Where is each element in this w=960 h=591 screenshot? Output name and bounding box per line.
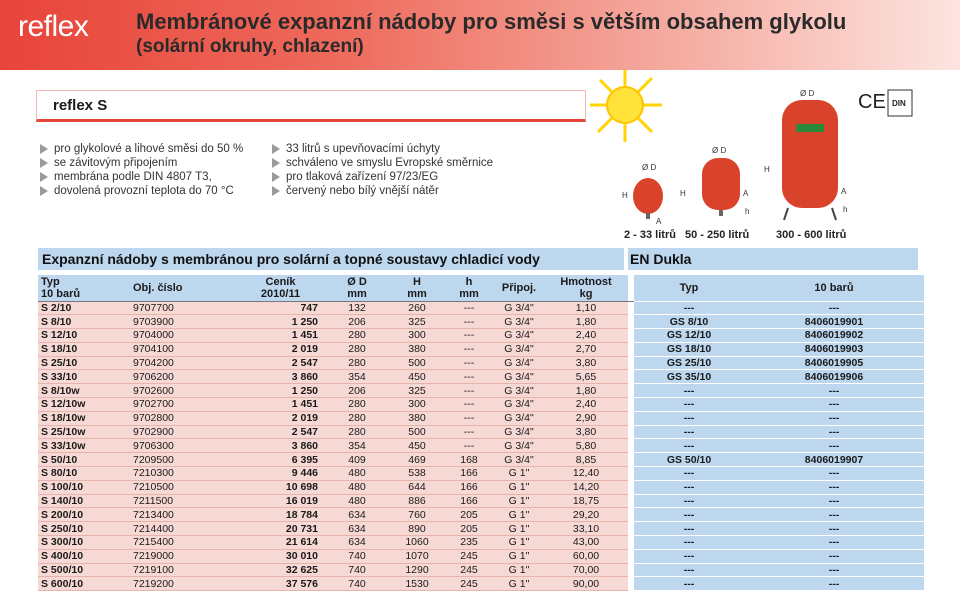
cell-en-code: ---: [744, 536, 924, 550]
cell-hmotnost: 43,00: [544, 536, 628, 550]
cell-pripoj: G 1": [494, 522, 544, 536]
table-row: [38, 356, 924, 370]
cell-hmotnost: 3,80: [544, 356, 628, 370]
bullet-arrow-icon: [40, 186, 48, 196]
cell-h: 380: [390, 411, 444, 425]
dim-label-d: Ø D: [800, 89, 815, 98]
cell-d: 354: [324, 439, 390, 453]
cell-en-code: ---: [744, 425, 924, 439]
col-header-cenik-sub: 2010/11: [240, 288, 324, 301]
cell-en-typ: GS 50/10: [634, 453, 744, 467]
cell-typ: S 25/10: [38, 356, 130, 370]
bullet-arrow-icon: [272, 186, 280, 196]
cell-cenik: 2 547: [240, 425, 324, 439]
cell-obj: 9702600: [130, 384, 240, 398]
cell-pripoj: G 3/4": [494, 425, 544, 439]
cell-hmotnost: 2,70: [544, 342, 628, 356]
cell-hmotnost: 12,40: [544, 467, 628, 481]
en-dukla-title: EN Dukla: [628, 248, 918, 270]
cell-hmotnost: 8,85: [544, 453, 628, 467]
cell-cenik: 18 784: [240, 508, 324, 522]
cell-h: 644: [390, 480, 444, 494]
cell-hmotnost: 2,40: [544, 329, 628, 343]
cell-en-typ: ---: [634, 536, 744, 550]
cell-pripoj: G 3/4": [494, 301, 544, 315]
cell-typ: S 600/10: [38, 577, 130, 591]
ce-mark: CE: [858, 91, 886, 113]
cell-h: 260: [390, 301, 444, 315]
cell-hmotnost: 29,20: [544, 508, 628, 522]
small-vessel: [633, 178, 663, 219]
cell-typ: S 18/10w: [38, 411, 130, 425]
cell-en-typ: ---: [634, 563, 744, 577]
cell-typ: S 8/10: [38, 315, 130, 329]
cell-cenik: 3 860: [240, 370, 324, 384]
cell-obj: 7214400: [130, 522, 240, 536]
table-row: [38, 494, 924, 508]
cell-pripoj: G 1": [494, 577, 544, 591]
cell-en-typ: ---: [634, 467, 744, 481]
page-title: Membránové expanzní nádoby pro směsi s větším obsahem glykolu: [136, 9, 847, 34]
cell-cenik: 9 446: [240, 467, 324, 481]
cell-d: 280: [324, 398, 390, 412]
cell-typ: S 50/10: [38, 453, 130, 467]
col-header-h-sub: mm: [390, 288, 444, 301]
cell-hh: 168: [444, 453, 494, 467]
cell-cenik: 2 019: [240, 411, 324, 425]
col-header-h: H: [390, 275, 444, 288]
cell-pripoj: G 3/4": [494, 411, 544, 425]
table-row: [38, 315, 924, 329]
col-header-hh: h: [444, 275, 494, 288]
cell-en-typ: ---: [634, 577, 744, 591]
cell-typ: S 100/10: [38, 480, 130, 494]
cell-pripoj: G 3/4": [494, 356, 544, 370]
col-header-hmotnost: Hmotnost: [544, 275, 628, 288]
cell-en-code: 8406019905: [744, 356, 924, 370]
cell-en-typ: GS 35/10: [634, 370, 744, 384]
cell-pripoj: G 1": [494, 563, 544, 577]
col-header-hh-sub: mm: [444, 288, 494, 301]
cell-en-typ: ---: [634, 411, 744, 425]
cell-d: 354: [324, 370, 390, 384]
page-subtitle: (solární okruhy, chlazení): [136, 36, 364, 57]
cell-hmotnost: 60,00: [544, 549, 628, 563]
cell-hh: ---: [444, 356, 494, 370]
cell-en-code: ---: [744, 439, 924, 453]
cell-obj: 7219200: [130, 577, 240, 591]
cell-typ: S 33/10w: [38, 439, 130, 453]
cell-obj: 9704200: [130, 356, 240, 370]
cell-en-code: ---: [744, 384, 924, 398]
table-header-row: [38, 275, 924, 288]
volume-label-large: 300 - 600 litrů: [776, 229, 847, 241]
cell-obj: 9702800: [130, 411, 240, 425]
cell-d: 634: [324, 522, 390, 536]
cell-typ: S 18/10: [38, 342, 130, 356]
din-mark: DIN: [892, 99, 906, 108]
cell-h: 1530: [390, 577, 444, 591]
cell-cenik: 1 250: [240, 315, 324, 329]
cell-typ: S 500/10: [38, 563, 130, 577]
cell-d: 634: [324, 508, 390, 522]
cell-h: 890: [390, 522, 444, 536]
cell-cenik: 1 250: [240, 384, 324, 398]
cell-hh: ---: [444, 370, 494, 384]
cell-hh: ---: [444, 384, 494, 398]
medium-vessel: [702, 158, 740, 216]
cell-d: 740: [324, 577, 390, 591]
cell-cenik: 1 451: [240, 329, 324, 343]
cell-h: 300: [390, 398, 444, 412]
table-row: [38, 577, 924, 591]
cell-en-code: ---: [744, 549, 924, 563]
cell-d: 634: [324, 536, 390, 550]
cell-d: 132: [324, 301, 390, 315]
table-row: [38, 425, 924, 439]
cell-h: 450: [390, 439, 444, 453]
cell-en-code: ---: [744, 494, 924, 508]
feature-item: pro tlaková zařízení 97/23/EG: [272, 170, 493, 184]
cell-hmotnost: 2,90: [544, 411, 628, 425]
cell-hmotnost: 1,10: [544, 301, 628, 315]
cell-en-typ: ---: [634, 522, 744, 536]
table-body: [38, 301, 924, 591]
feature-item: se závitovým připojením: [40, 156, 243, 170]
cell-pripoj: G 3/4": [494, 370, 544, 384]
cell-en-typ: GS 25/10: [634, 356, 744, 370]
cell-hh: 245: [444, 549, 494, 563]
table-row: [38, 411, 924, 425]
cell-en-code: ---: [744, 411, 924, 425]
table-row: [38, 329, 924, 343]
feature-item: membrána podle DIN 4807 T3,: [40, 170, 243, 184]
cell-obj: 7209500: [130, 453, 240, 467]
cell-en-code: ---: [744, 563, 924, 577]
table-row: [38, 301, 924, 315]
dim-label-h-lower: h: [843, 205, 848, 214]
cell-obj: 7211500: [130, 494, 240, 508]
table-row: [38, 549, 924, 563]
cell-typ: S 300/10: [38, 536, 130, 550]
cell-pripoj: G 3/4": [494, 315, 544, 329]
cell-hh: ---: [444, 301, 494, 315]
cell-obj: 7213400: [130, 508, 240, 522]
cell-hh: ---: [444, 329, 494, 343]
table-title: Expanzní nádoby s membránou pro solární a topné soustavy chladicí vody: [38, 248, 624, 270]
cell-h: 1060: [390, 536, 444, 550]
cell-obj: 7219000: [130, 549, 240, 563]
cell-h: 325: [390, 315, 444, 329]
cell-d: 480: [324, 494, 390, 508]
cell-d: 206: [324, 384, 390, 398]
col-header-obj: Obj. číslo: [130, 275, 240, 301]
cell-d: 280: [324, 342, 390, 356]
cell-hh: ---: [444, 425, 494, 439]
cell-cenik: 16 019: [240, 494, 324, 508]
features-left: [40, 142, 243, 198]
cell-typ: S 12/10w: [38, 398, 130, 412]
cell-obj: 9703900: [130, 315, 240, 329]
cell-typ: S 2/10: [38, 301, 130, 315]
cell-pripoj: G 1": [494, 467, 544, 481]
cell-cenik: 747: [240, 301, 324, 315]
cell-hmotnost: 18,75: [544, 494, 628, 508]
col-header-cenik: Ceník: [240, 275, 324, 288]
dim-label-a: A: [841, 187, 847, 196]
cell-h: 325: [390, 384, 444, 398]
dim-label-h-lower: h: [745, 207, 750, 216]
cell-cenik: 21 614: [240, 536, 324, 550]
col-header-typ-sub: 10 barů: [38, 288, 130, 301]
cell-obj: 7210500: [130, 480, 240, 494]
cell-hmotnost: 1,80: [544, 384, 628, 398]
cell-pripoj: G 3/4": [494, 342, 544, 356]
cell-en-code: ---: [744, 398, 924, 412]
cell-obj: 9707700: [130, 301, 240, 315]
cell-h: 1070: [390, 549, 444, 563]
cell-en-typ: ---: [634, 508, 744, 522]
cell-hmotnost: 3,80: [544, 425, 628, 439]
cell-d: 280: [324, 329, 390, 343]
cell-en-code: ---: [744, 522, 924, 536]
table-row: [38, 480, 924, 494]
cell-d: 206: [324, 315, 390, 329]
cell-en-code: 8406019906: [744, 370, 924, 384]
cell-hmotnost: 1,80: [544, 315, 628, 329]
cell-pripoj: G 1": [494, 494, 544, 508]
cell-en-code: ---: [744, 467, 924, 481]
cell-h: 760: [390, 508, 444, 522]
dim-label-d: Ø D: [712, 146, 727, 155]
cell-pripoj: G 1": [494, 549, 544, 563]
table-row: [38, 522, 924, 536]
cell-obj: 9706300: [130, 439, 240, 453]
cell-pripoj: G 1": [494, 480, 544, 494]
dim-label-a: A: [743, 189, 749, 198]
col-header-en-code: 10 barů: [744, 275, 924, 301]
cell-hh: 245: [444, 577, 494, 591]
cell-pripoj: G 3/4": [494, 398, 544, 412]
cell-obj: 9702900: [130, 425, 240, 439]
cell-hh: ---: [444, 398, 494, 412]
cell-h: 380: [390, 342, 444, 356]
cell-hh: 245: [444, 563, 494, 577]
cell-obj: 9702700: [130, 398, 240, 412]
table-row: [38, 384, 924, 398]
cell-en-typ: GS 18/10: [634, 342, 744, 356]
cell-hmotnost: 5,80: [544, 439, 628, 453]
cell-h: 886: [390, 494, 444, 508]
cell-hh: ---: [444, 315, 494, 329]
cell-en-typ: ---: [634, 494, 744, 508]
dim-label-h: H: [622, 191, 628, 200]
col-header-pripoj: Připoj.: [494, 275, 544, 301]
cell-en-code: 8406019903: [744, 342, 924, 356]
cell-hmotnost: 14,20: [544, 480, 628, 494]
cell-typ: S 400/10: [38, 549, 130, 563]
cell-typ: S 33/10: [38, 370, 130, 384]
cell-en-typ: ---: [634, 384, 744, 398]
cell-hmotnost: 2,40: [544, 398, 628, 412]
col-header-d-sub: mm: [324, 288, 390, 301]
cell-hh: 235: [444, 536, 494, 550]
cell-en-typ: ---: [634, 480, 744, 494]
table-row: [38, 508, 924, 522]
dim-label-h: H: [764, 165, 770, 174]
dim-label-h: H: [680, 189, 686, 198]
cell-hh: 166: [444, 480, 494, 494]
dim-label-a: A: [656, 217, 662, 226]
cell-h: 300: [390, 329, 444, 343]
cell-cenik: 30 010: [240, 549, 324, 563]
cell-d: 280: [324, 411, 390, 425]
cell-cenik: 10 698: [240, 480, 324, 494]
product-name: reflex S: [36, 90, 586, 122]
cell-d: 409: [324, 453, 390, 467]
cell-hh: ---: [444, 439, 494, 453]
cell-obj: 9704000: [130, 329, 240, 343]
col-header-hmotnost-sub: kg: [544, 288, 628, 301]
volume-label-medium: 50 - 250 litrů: [685, 229, 750, 241]
cell-hh: ---: [444, 342, 494, 356]
cell-en-typ: ---: [634, 398, 744, 412]
bullet-arrow-icon: [40, 144, 48, 154]
cell-obj: 7210300: [130, 467, 240, 481]
cell-hh: 205: [444, 522, 494, 536]
cell-cenik: 2 547: [240, 356, 324, 370]
cell-pripoj: G 1": [494, 508, 544, 522]
cell-cenik: 6 395: [240, 453, 324, 467]
cell-hh: 166: [444, 467, 494, 481]
cell-en-typ: ---: [634, 439, 744, 453]
cell-pripoj: G 3/4": [494, 384, 544, 398]
feature-item: 33 litrů s upevňovacími úchyty: [272, 142, 493, 156]
bullet-arrow-icon: [40, 158, 48, 168]
cell-cenik: 37 576: [240, 577, 324, 591]
bullet-arrow-icon: [272, 172, 280, 182]
cell-typ: S 140/10: [38, 494, 130, 508]
cell-d: 480: [324, 480, 390, 494]
cell-d: 740: [324, 549, 390, 563]
cell-cenik: 3 860: [240, 439, 324, 453]
cell-obj: 7219100: [130, 563, 240, 577]
table-row: [38, 370, 924, 384]
vessel-illustrations: [590, 70, 960, 245]
cell-en-typ: GS 12/10: [634, 329, 744, 343]
cell-hh: 205: [444, 508, 494, 522]
col-header-en-typ: Typ: [634, 275, 744, 301]
cell-hmotnost: 70,00: [544, 563, 628, 577]
col-header-typ: Typ: [38, 275, 130, 288]
cell-d: 280: [324, 425, 390, 439]
feature-item: schváleno ve smyslu Evropské směrnice: [272, 156, 493, 170]
cell-pripoj: G 3/4": [494, 329, 544, 343]
cell-d: 280: [324, 356, 390, 370]
cell-typ: S 250/10: [38, 522, 130, 536]
cell-obj: 9704100: [130, 342, 240, 356]
table-row: [38, 467, 924, 481]
table-row: [38, 342, 924, 356]
bullet-arrow-icon: [272, 158, 280, 168]
dim-label-d: Ø D: [642, 163, 657, 172]
volume-label-small: 2 - 33 litrů: [624, 229, 676, 241]
cell-en-typ: ---: [634, 425, 744, 439]
product-table: [38, 275, 924, 591]
cell-en-code: 8406019901: [744, 315, 924, 329]
cell-en-code: ---: [744, 301, 924, 315]
features-right: [272, 142, 493, 198]
cell-hh: ---: [444, 411, 494, 425]
cell-en-code: 8406019907: [744, 453, 924, 467]
cell-pripoj: G 3/4": [494, 453, 544, 467]
cell-pripoj: G 3/4": [494, 439, 544, 453]
bullet-arrow-icon: [272, 144, 280, 154]
cell-h: 500: [390, 356, 444, 370]
cell-cenik: 1 451: [240, 398, 324, 412]
vessels-drawing: [590, 70, 960, 245]
cell-typ: S 200/10: [38, 508, 130, 522]
cell-d: 740: [324, 563, 390, 577]
cell-en-code: 8406019902: [744, 329, 924, 343]
cell-h: 538: [390, 467, 444, 481]
cell-en-code: ---: [744, 577, 924, 591]
cell-cenik: 32 625: [240, 563, 324, 577]
cell-en-code: ---: [744, 480, 924, 494]
cell-typ: S 12/10: [38, 329, 130, 343]
cell-obj: 9706200: [130, 370, 240, 384]
cell-hmotnost: 33,10: [544, 522, 628, 536]
large-vessel: [782, 100, 838, 220]
cell-typ: S 80/10: [38, 467, 130, 481]
cell-h: 469: [390, 453, 444, 467]
cell-en-code: ---: [744, 508, 924, 522]
table-row: [38, 439, 924, 453]
cell-hmotnost: 90,00: [544, 577, 628, 591]
cell-hh: 166: [444, 494, 494, 508]
header-banner: [0, 0, 960, 70]
sun-icon: [590, 70, 662, 142]
table-row: [38, 563, 924, 577]
feature-item: červený nebo bílý vnější nátěr: [272, 184, 493, 198]
cell-h: 1290: [390, 563, 444, 577]
table-row: [38, 398, 924, 412]
cell-typ: S 8/10w: [38, 384, 130, 398]
cell-en-typ: GS 8/10: [634, 315, 744, 329]
cell-cenik: 2 019: [240, 342, 324, 356]
cell-obj: 7215400: [130, 536, 240, 550]
col-header-d: Ø D: [324, 275, 390, 288]
cell-hmotnost: 5,65: [544, 370, 628, 384]
bullet-arrow-icon: [40, 172, 48, 182]
feature-item: pro glykolové a lihové směsi do 50 %: [40, 142, 243, 156]
cell-typ: S 25/10w: [38, 425, 130, 439]
brand-logo: reflex: [18, 10, 89, 43]
cell-h: 500: [390, 425, 444, 439]
cell-pripoj: G 1": [494, 536, 544, 550]
feature-item: dovolená provozní teplota do 70 °C: [40, 184, 243, 198]
cell-h: 450: [390, 370, 444, 384]
cell-d: 480: [324, 467, 390, 481]
cell-en-typ: ---: [634, 549, 744, 563]
table-row: [38, 536, 924, 550]
cell-cenik: 20 731: [240, 522, 324, 536]
table-row: [38, 453, 924, 467]
cell-en-typ: ---: [634, 301, 744, 315]
